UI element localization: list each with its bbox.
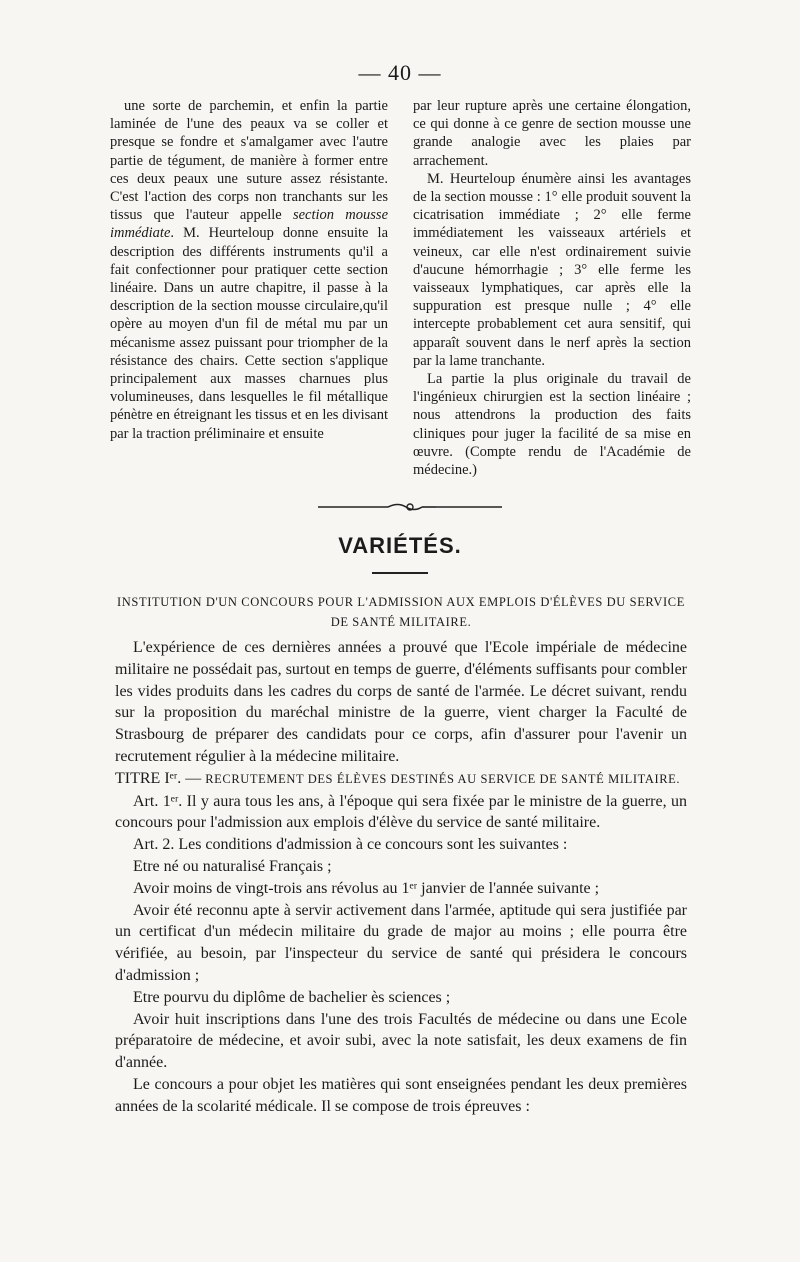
right-column xyxy=(413,97,691,479)
italic-term: section mousse immédiate xyxy=(110,207,388,242)
left-column xyxy=(110,97,388,443)
titre-heading xyxy=(115,768,687,791)
ornament-divider xyxy=(318,500,502,514)
article-body xyxy=(115,637,687,1118)
right-column-paragraph: M. Heurteloup énumère ainsi les avantages de la section mousse : 1° elle produit souvent la cicatrisation immédiate ; 2° elle ferme immédiatement les vaisseaux artériels et veineux, car elle n'est ordinairement suivie d'aucune hémorrhagie ; 3° elle ferme les vaisseaux lymphatiques, car après elle la suppuration est presque nulle ; 4° elle intercepte probablement cet aura sensitif, qui apparaît souvent dans le nerf après la section par la lame tranchante. xyxy=(413,170,691,369)
right-column-paragraph: La partie la plus originale du travail de l'ingénieux chirurgien est la section linéaire ; nous attendrons la production des faits cliniques pour juger la facilité de sa mise en œuvre. (Compte rendu de l'Académie de médecine.) xyxy=(413,371,691,479)
body-paragraph: Avoir huit inscriptions dans l'une des trois Facultés de médecine ou dans une Ecole préparatoire de médecine, et avoir subi, avec la note satisfait, les deux examens de fin d'année. xyxy=(115,1010,687,1072)
body-paragraph: Avoir moins de vingt-trois ans révolus au 1ᵉʳ janvier de l'année suivante ; xyxy=(133,879,600,897)
left-column-paragraph: une sorte de parchemin, et enfin la partie laminée de l'une des peaux va se coller et presque se fondre et s'amalgamer avec l'autre partie de tégument, de manière à former entre ces deux peaux une suture assez résistante. C'est l'action des corps non tranchants sur les tissus que l'auteur appelle section mousse immédiate. M. Heurteloup donne ensuite la description des différents instruments qu'il a fait confectionner pour pratiquer cette section linéaire. Dans un autre chapitre, il passe à la description de la section mousse circulaire,qu'il opère au moyen d'un fil de métal mu par un mécanisme assez puissant pour triompher de la résistance des chairs. Cette section s'applique principalement aux masses charnues plus volumineuses, dans lesquelles le fil métallique pénètre en étreignant les tissus et en les divisant par la traction préliminaire et ensuite xyxy=(110,98,388,442)
body-intro: L'expérience de ces dernières années a prouvé que l'Ecole impériale de médecine militaire ne possédait pas, surtout en temps de guerre, d'éléments suffisants pour combler les vides produits dans les cadres du corps de santé de l'armée. Le décret suivant, rendu sur la proposition du maréchal ministre de la guerre, vient charger la Faculté de Strasbourg de préparer des candidats pour ce corps, afin d'assurer pour l'avenir un recrutement régulier à la médecine militaire. xyxy=(115,639,687,765)
article-heading: INSTITUTION D'UN CONCOURS POUR L'ADMISSION AUX EMPLOIS D'ÉLÈVES DU SERVICE DE SANTÉ MILITAIRE. xyxy=(117,595,685,629)
section-title: VARIÉTÉS. xyxy=(338,533,462,558)
right-column-paragraph: par leur rupture après une certaine élongation, ce qui donne à ce genre de section mousse une grande analogie avec les plaies par arrachement. xyxy=(413,98,691,169)
body-paragraph: Art. 2. Les conditions d'admission à ce concours sont les suivantes : xyxy=(133,836,568,854)
page-number: — 40 — xyxy=(358,60,442,85)
body-paragraph: Le concours a pour objet les matières qui sont enseignées pendant les deux premières années de la scolarité médicale. Il se compose de trois épreuves : xyxy=(115,1075,687,1115)
body-paragraph: Art. 1ᵉʳ. Il y aura tous les ans, à l'époque qui sera fixée par le ministre de la guerre, un concours pour l'admission aux emplois d'élève du service de santé militaire. xyxy=(115,792,687,832)
body-paragraph: Avoir été reconnu apte à servir activement dans l'armée, aptitude qui sera justifiée par un certificat d'un médecin militaire du grade de major au moins ; elle pourra être vérifiée, au besoin, par l'inspecteur du service de santé qui présidera le concours d'admission ; xyxy=(115,901,687,984)
title-underline xyxy=(372,572,428,574)
body-paragraph: Etre pourvu du diplôme de bachelier ès sciences ; xyxy=(133,988,451,1006)
titre-label: TITRE Iᵉʳ. — xyxy=(115,769,202,787)
titre-text: RECRUTEMENT DES ÉLÈVES DESTINÉS AU SERVICE DE SANTÉ MILITAIRE. xyxy=(205,771,681,786)
body-paragraph: Etre né ou naturalisé Français ; xyxy=(133,857,332,875)
